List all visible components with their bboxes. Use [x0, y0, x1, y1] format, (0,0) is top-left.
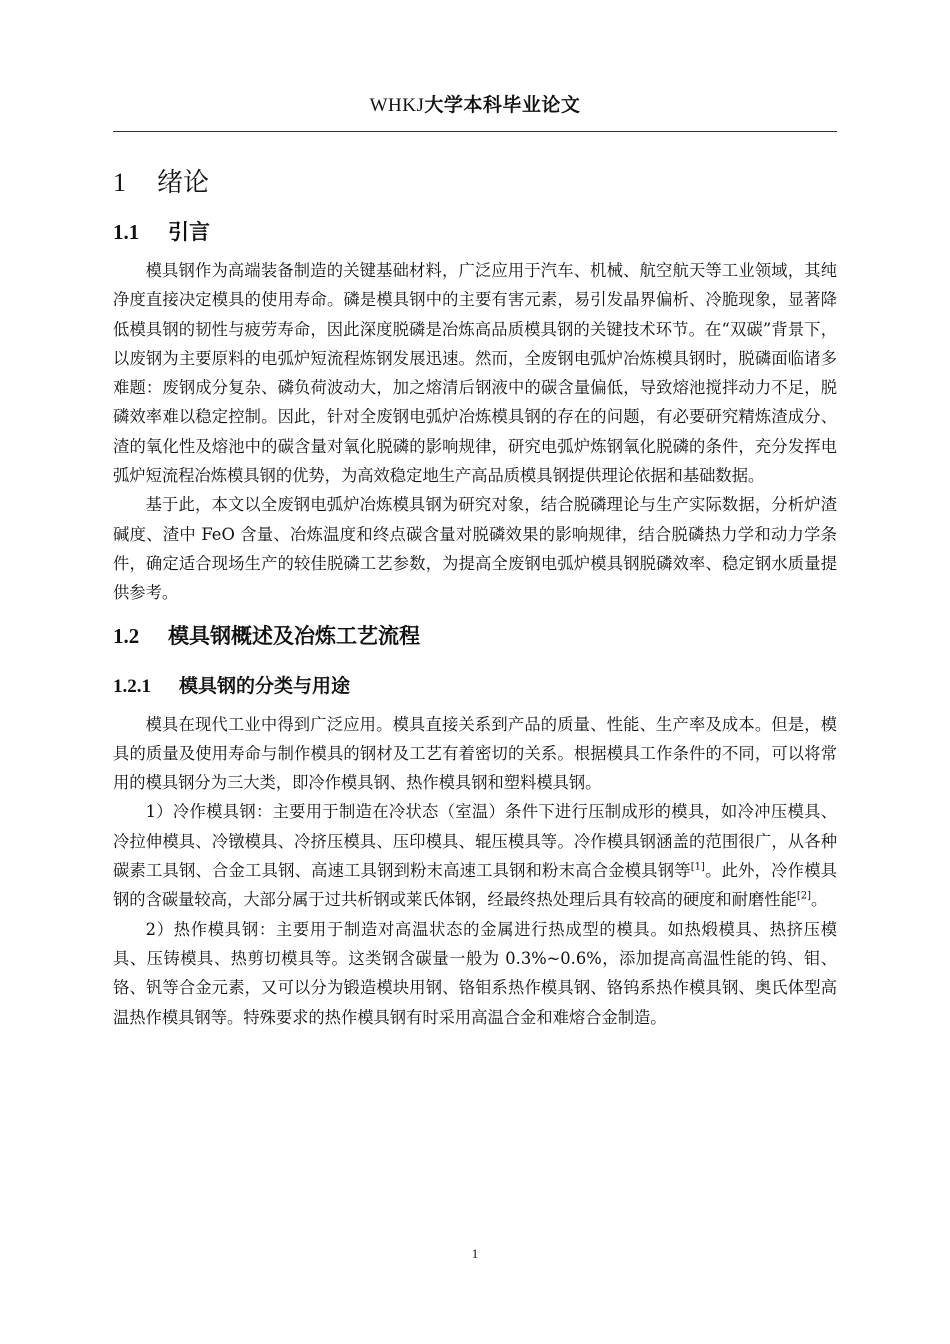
chapter-heading	[113, 160, 837, 206]
paragraph-intro-2: 基于此，本文以全废钢电弧炉冶炼模具钢为研究对象，结合脱磷理论与生产实际数据，分析炉渣碱度、渣中 FeO 含量、冶炼温度和终点碳含量对脱磷效果的影响规律，结合脱磷热力学和动力学条件，确定适合现场生产的较佳脱磷工艺参数，为提高全废钢电弧炉模具钢脱磷效率、稳定钢水质量提供参考。	[113, 495, 837, 603]
section-title: 模具钢概述及冶炼工艺流程	[168, 623, 420, 648]
header-latin: WHKJ	[369, 95, 425, 116]
page-body	[113, 160, 837, 1032]
subsection-number: 1.2.1	[113, 675, 151, 697]
citation-1[interactable]: [1]	[690, 861, 705, 873]
header-title: 大学本科毕业论文	[424, 94, 581, 116]
section-number: 1.1	[113, 220, 140, 244]
subsection-heading-1-2-1	[113, 666, 837, 706]
paragraph-intro-1: 模具钢作为高端装备制造的关键基础材料，广泛应用于汽车、机械、航空航天等工业领域，其纯净度直接决定模具的使用寿命。磷是模具钢中的主要有害元素，易引发晶界偏析、冷脆现象，显著降低模具钢的韧性与疲劳寿命，因此深度脱磷是冶炼高品质模具钢的关键技术环节。在“双碳”背景下，以废钢为主要原料的电弧炉短流程炼钢发展迅速。然而，全废钢电弧炉冶炼模具钢时，脱磷面临诸多难题：废钢成分复杂、磷负荷波动大，加之熔清后钢液中的碳含量偏低，导致熔池搅拌动力不足，脱磷效率难以稳定控制。因此，针对全废钢电弧炉冶炼模具钢的存在的问题，有必要研究精炼渣成分、渣的氧化性及熔池中的碳含量对氧化脱磷的影响规律，研究电弧炉炼钢氧化脱磷的条件，充分发挥电弧炉短流程冶炼模具钢的优势，为高效稳定地生产高品质模具钢提供理论依据和基础数据。	[113, 261, 837, 486]
paragraph-types: 模具在现代工业中得到广泛应用。模具直接关系到产品的质量、性能、生产率及成本。但是，模具的质量及使用寿命与制作模具的钢材及工艺有着密切的关系。根据模具工作条件的不同，可以将常用的模具钢分为三大类，即冷作模具钢、热作模具钢和塑料模具钢。	[113, 714, 837, 793]
section-title: 引言	[168, 220, 210, 244]
chapter-title: 绪论	[157, 168, 210, 198]
citation-2[interactable]: [2]	[796, 890, 811, 902]
subsection-title: 模具钢的分类与用途	[179, 674, 351, 697]
paragraph-cold-work	[113, 797, 837, 914]
cold-text-b: 。此外，冷作模具钢的含碳量较高，大部分属于过共析钢或莱氏体钢，经最终热处理后具有较高的硬度和耐磨性能	[113, 861, 837, 910]
section-number: 1.2	[113, 623, 140, 648]
section-heading-1-1	[113, 212, 837, 252]
page-number: 1	[471, 1246, 479, 1261]
running-header	[113, 90, 837, 117]
cold-text-c: 。	[811, 890, 828, 910]
header-divider	[113, 131, 837, 132]
paragraph-hot-work: 2）热作模具钢：主要用于制造对高温状态的金属进行热成型的模具。如热煅模具、热挤压模具、压铸模具、热剪切模具等。这类钢含碳量一般为 0.3%~0.6%，添加提高高温性能的钨、钼、铬、钒等合金元素，又可以分为锻造模块用钢、铬钼系热作模具钢、铬钨系热作模具钢、奥氏体型高温热作模具钢等。特殊要求的热作模具钢有时采用高温合金和难熔合金制造。	[113, 919, 837, 1027]
cold-text-a: 1）冷作模具钢：主要用于制造在冷状态（室温）条件下进行压制成形的模具，如冷冲压模具、冷拉伸模具、冷镦模具、冷挤压模具、压印模具、辊压模具等。冷作模具钢涵盖的范围很广，从各种碳素工具钢、合金工具钢、高速工具钢到粉末高速工具钢和粉末高合金模具钢等	[113, 802, 837, 881]
chapter-number: 1	[113, 168, 126, 197]
section-heading-1-2	[113, 616, 837, 656]
